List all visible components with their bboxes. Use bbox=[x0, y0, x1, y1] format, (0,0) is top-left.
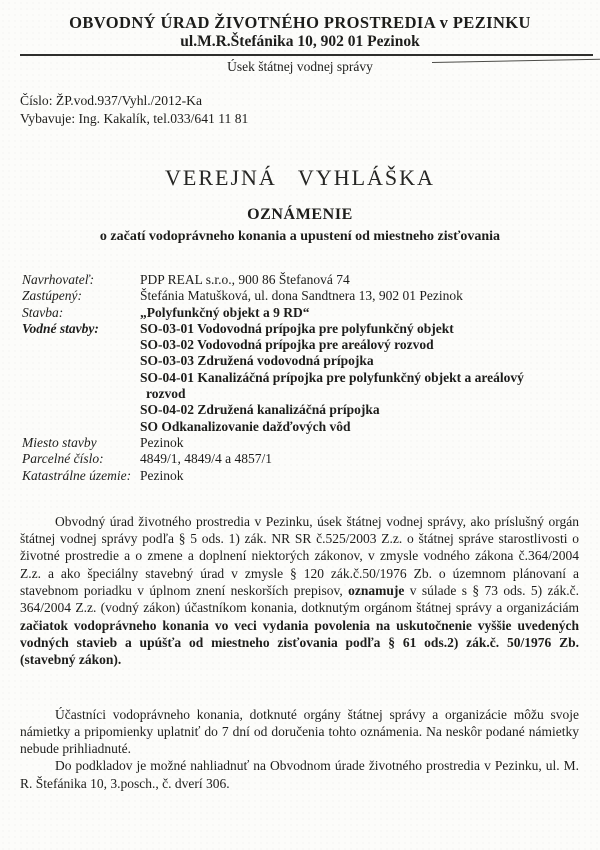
detail-label: Katastrálne územie: bbox=[22, 467, 132, 483]
detail-label: Parcelné číslo: bbox=[22, 451, 104, 467]
detail-value bbox=[140, 321, 580, 435]
body-segment-bold: začiatok vodoprávneho konania vo veci vydania povolenia na uskutočnenie vyššie uvedených vodných stavieb a upúšťa od miestneho zisťovania podľa § 61 ods.2) zák.č. 50/1976 Zb. (stavebný zákon). bbox=[20, 617, 579, 668]
detail-row bbox=[22, 272, 580, 288]
detail-value-line: 4849/1, 4849/4 a 4857/1 bbox=[140, 451, 272, 467]
body-paragraph bbox=[20, 757, 579, 792]
file-number-value: ŽP.vod.937/Vyhl./2012-Ka bbox=[55, 93, 203, 108]
detail-row bbox=[22, 321, 580, 435]
detail-value-line: SO-04-02 Združená kanalizáčná prípojka bbox=[140, 402, 380, 418]
detail-row bbox=[22, 435, 580, 451]
detail-label: Zastúpený: bbox=[22, 288, 82, 304]
detail-value bbox=[140, 272, 580, 288]
detail-value bbox=[140, 435, 580, 451]
body-segment: Účastníci vodoprávneho konania, dotknuté orgány štátnej správy a organizácie môžu svoje námietky a pripomienky uplatniť do 7 dní od doručenia tohto oznámenia. Na neskôr podané námietky nebude prihliadnuté. bbox=[20, 706, 579, 757]
detail-row bbox=[22, 288, 580, 304]
detail-value-line: SO-04-01 Kanalizáčná prípojka pre polyfunkčný objekt a areálový bbox=[140, 369, 524, 385]
detail-value-line: Štefánia Matušková, ul. dona Sandtnera 13, 902 01 Pezinok bbox=[140, 288, 463, 304]
body-segment: Do podkladov je možné nahliadnuť na Obvodnom úrade životného prostredia v Pezinku, ul. M. R. Štefánika 10, 3.posch., č. dverí 306. bbox=[20, 758, 579, 791]
detail-value bbox=[140, 451, 580, 467]
org-address: ul.M.R.Štefánika 10, 902 01 Pezinok bbox=[180, 33, 420, 50]
body-segment-bold: oznamuje bbox=[348, 583, 405, 599]
detail-row bbox=[22, 468, 580, 484]
file-number-line bbox=[20, 92, 580, 110]
file-number-label: Číslo: bbox=[20, 93, 53, 108]
detail-label: Navrhovateľ: bbox=[22, 272, 95, 287]
subject-heading: OZNÁMENIE bbox=[247, 206, 353, 223]
detail-value-line: „Polyfunkčný objekt a 9 RD“ bbox=[140, 304, 310, 320]
detail-row bbox=[22, 451, 580, 467]
details-rows bbox=[22, 272, 580, 484]
body-paragraphs bbox=[20, 513, 579, 792]
detail-value-line: SO Odkanalizovanie dažďových vôd bbox=[140, 418, 351, 434]
handled-by-value: Ing. Kakalík, tel.033/641 11 81 bbox=[78, 110, 249, 126]
detail-value bbox=[140, 288, 580, 304]
document-title: VEREJNÁ VYHLÁŠKA bbox=[165, 165, 435, 190]
department-name: Úsek štátnej vodnej správy bbox=[227, 59, 373, 74]
handled-by-label: Vybavuje: bbox=[20, 110, 76, 126]
detail-label: Vodné stavby: bbox=[22, 320, 99, 336]
letterhead bbox=[0, 0, 600, 75]
detail-value bbox=[140, 468, 580, 484]
letterhead-rule bbox=[20, 54, 593, 56]
detail-value-line: SO-03-02 Vodovodná prípojka pre areálový rozvod bbox=[140, 337, 434, 353]
detail-value-line: SO-03-03 Združená vodovodná prípojka bbox=[140, 353, 374, 369]
detail-label: Miesto stavby bbox=[22, 434, 97, 450]
subject-subheading: o začatí vodoprávneho konania a upustení od miestneho zisťovania bbox=[99, 229, 501, 244]
subject-block bbox=[0, 205, 600, 246]
reference-block bbox=[20, 92, 580, 127]
body-paragraph bbox=[20, 706, 579, 758]
body-paragraph bbox=[20, 513, 579, 669]
detail-value bbox=[140, 305, 580, 321]
detail-value-line: rozvod bbox=[146, 386, 186, 402]
body-segment: v súlade s § 73 ods. 5) zák.č. 364/2004 Z.z. (vodný zákon) účastníkom konania, dotknutým orgánom štátnej správy a organizáciám bbox=[20, 583, 579, 616]
detail-label: Stavba: bbox=[22, 304, 64, 320]
detail-value-line: Pezinok bbox=[140, 467, 184, 483]
detail-value-line: PDP REAL s.r.o., 900 86 Štefanová 74 bbox=[140, 272, 350, 287]
detail-value-line: Pezinok bbox=[140, 434, 184, 450]
handled-by-line bbox=[20, 110, 580, 128]
org-name: OBVODNÝ ÚRAD ŽIVOTNÉHO PROSTREDIA v PEZINKU bbox=[69, 13, 531, 32]
body-segment: Obvodný úrad životného prostredia v Pezinku, úsek štátnej vodnej správy, ako príslušný orgán štátnej vodnej správy podľa § 5 ods. 1) zák. NR SR č.525/2003 Z.z. o štátnej správe starostlivosti o životné prostredie a o zmene a doplnení niektorých zákonov, v zmysle vodného zákona č.364/2004 Z.z. a ako špeciálny stavebný úrad v zmysle § 120 zák.č.50/1976 Zb. o územnom plánovaní a stavebnom poriadku v úplnom znení neskorších prepisov, bbox=[20, 513, 579, 599]
detail-value-line: SO-03-01 Vodovodná prípojka pre polyfunkčný objekt bbox=[140, 320, 454, 336]
detail-row bbox=[22, 305, 580, 321]
